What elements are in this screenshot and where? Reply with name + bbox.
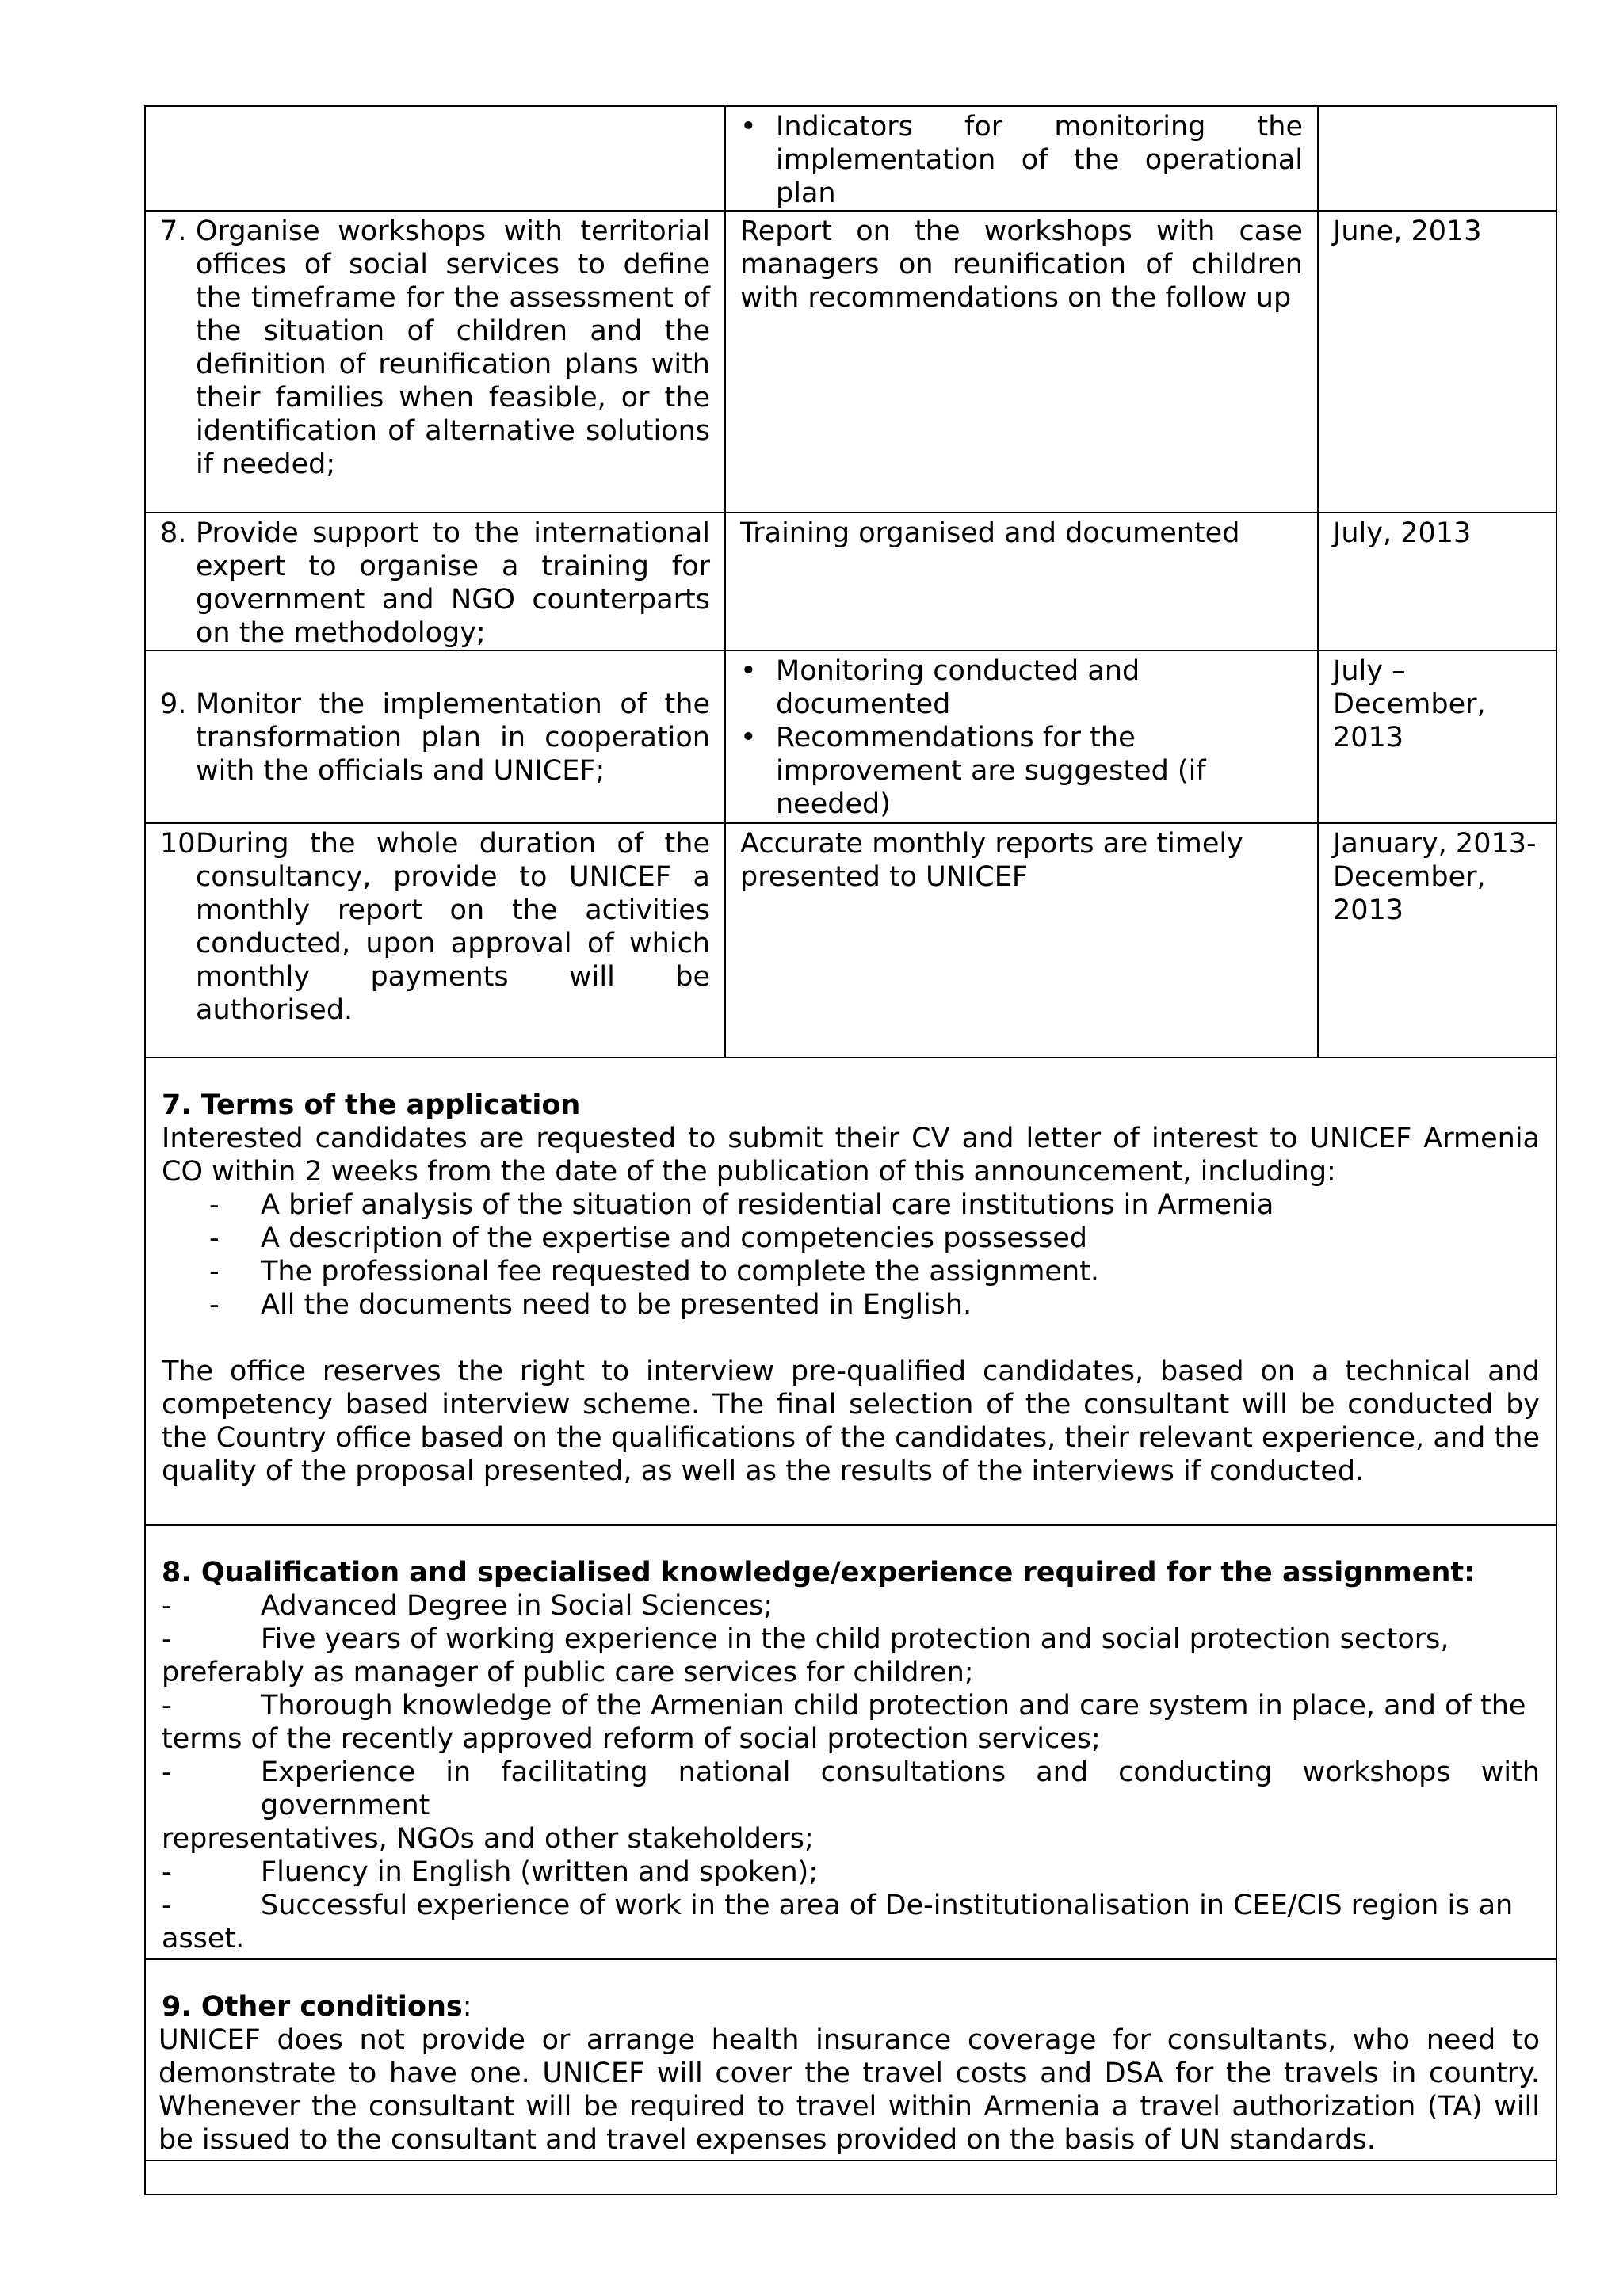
tor-table (144, 105, 1557, 2195)
table-row (145, 513, 1556, 650)
task-text: Monitor the implementation of the transformation plan in cooperation with the officials and UNICEF; (196, 688, 710, 787)
task-text: Provide support to the international expert to organise a training for government and NGO counterparts on the methodology; (196, 517, 710, 649)
table-row (145, 1525, 1556, 1959)
table-row (145, 1959, 1556, 2161)
list-item: - Fluency in English (written and spoken); (162, 1856, 819, 1888)
section-heading: 7. Terms of the application (162, 1089, 581, 1121)
task-number: 10. (160, 828, 204, 860)
table-row (145, 106, 1556, 211)
list-item: - Thorough knowledge of the Armenian child protection and care system in place, and of the terms of the recently approved reform of social protection services; (162, 1690, 1526, 1755)
list-item: - The professional fee requested to complete the assignment. (209, 1256, 1099, 1287)
section-body: UNICEF does not provide or arrange health insurance coverage for consultants, who need to demonstrate to have one. UNICEF will cover the travel costs and DSA for the travels in country. Whenever the consultant will be required to travel within Armenia a travel authorization (TA) will be issued to the consultant and travel expenses provided on the basis of UN standards. (158, 2024, 1540, 2156)
task-number: 8. (160, 517, 187, 549)
table-row (145, 1058, 1556, 1525)
section-heading: 8. Qualification and specialised knowledge/experience required for the assignment: (162, 1557, 1476, 1589)
timeframe-text: January, 2013- December, 2013 (1333, 828, 1537, 926)
list-item: - A brief analysis of the situation of residential care institutions in Armenia (209, 1189, 1274, 1221)
timeframe-text: June, 2013 (1333, 215, 1482, 247)
section-intro: Interested candidates are requested to submit their CV and letter of interest to UNICEF Armenia CO within 2 weeks from the date of the publication of this announcement, including: (162, 1123, 1540, 1188)
list-item: - Experience in facilitating national consultations and conducting workshops with government representatives, NGOs and other stakeholders; (162, 1756, 1540, 1855)
table-row (145, 650, 1556, 823)
section-qualifications (146, 1526, 1556, 1955)
timeframe-text: July – December, 2013 (1333, 655, 1486, 753)
list-item: • Monitoring conducted and documented (740, 655, 1140, 720)
deliverable-text: Report on the workshops with case managers on reunification of children with recommendations on the follow up (740, 215, 1303, 314)
section-other-conditions: 9. Other conditions: UNICEF does not provide or arrange health insurance coverage for consultants, who need to demonstrate to have one. UNICEF will cover the travel costs and DSA for the travels in country. Whenever the consultant will be required to travel within Armenia a travel authorization (TA) will be issued to the consultant and travel expenses provided on the basis of UN standards. (158, 1991, 1540, 2156)
list-item: - Successful experience of work in the area of De-institutionalisation in CEE/CIS region is an asset. (162, 1890, 1514, 1955)
table-row (145, 2161, 1556, 2195)
document-page (144, 105, 1556, 2195)
table-row (145, 823, 1556, 1058)
deliverable-text: Accurate monthly reports are timely presented to UNICEF (740, 828, 1243, 893)
task-number: 9. (160, 688, 187, 720)
table-row (145, 211, 1556, 513)
list-item: - Five years of working experience in the child protection and social protection sectors, preferably as manager of public care services for children; (162, 1623, 1449, 1688)
timeframe-text: July, 2013 (1333, 517, 1472, 549)
list-item: - A description of the expertise and competencies possessed (209, 1222, 1087, 1254)
section-closing: The office reserves the right to interview pre-qualified candidates, based on a technical and competency based interview scheme. The final selection of the consultant will be conducted by the Country office based on the qualifications of the candidates, their relevant experience, and the quality of the proposal presented, as well as the results of the interviews if conducted. (162, 1356, 1540, 1487)
section-terms (146, 1058, 1556, 1488)
deliverable-text: Training organised and documented (740, 517, 1240, 549)
task-text: Organise workshops with territorial offices of social services to define the timeframe for the assessment of the situation of children and the definition of reunification plans with their families when feasible, or the identification of alternative solutions if needed; (196, 215, 710, 480)
section-heading: 9. Other conditions (162, 1991, 463, 2023)
list-item: - Advanced Degree in Social Sciences; (162, 1590, 773, 1622)
task-number: 7. (160, 215, 187, 247)
list-item: • Recommendations for the improvement are suggested (if needed) (740, 722, 1206, 820)
list-item: • Indicators for monitoring the implementation of the operational plan (740, 111, 1303, 209)
list-item: - All the documents need to be presented in English. (209, 1289, 972, 1321)
task-text: During the whole duration of the consultancy, provide to UNICEF a monthly report on the activities conducted, upon approval of which monthly payments will be authorised. (196, 828, 710, 1026)
